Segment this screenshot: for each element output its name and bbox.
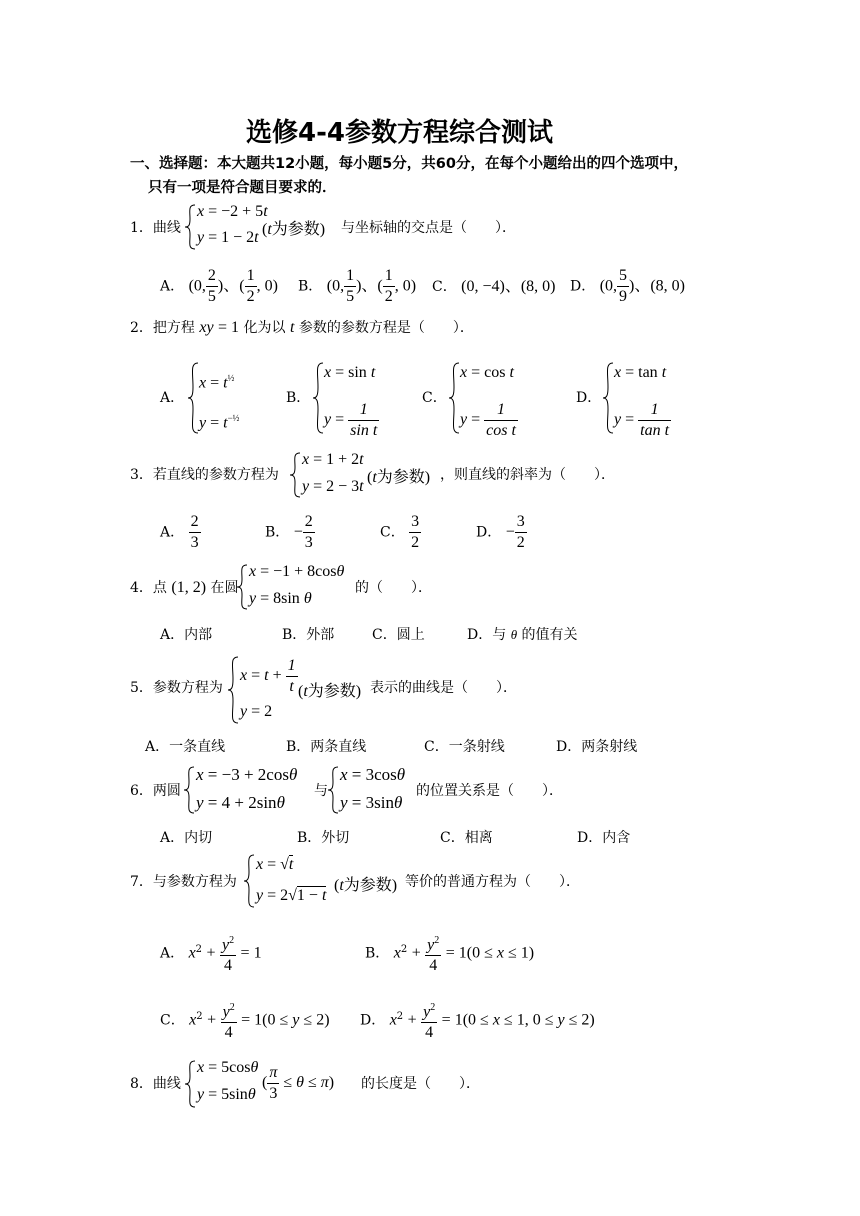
left-brace-icon <box>182 765 196 815</box>
section-header-line1: 一、选择题：本大题共12小题，每小题5分，共60分，在每个小题给出的四个选项中， <box>130 156 688 172</box>
left-brace-icon <box>447 361 461 435</box>
option-a[interactable]: A． (0, $\frac{2}{5}$ )、( $\frac{1}{2}$ , 0) <box>160 267 278 305</box>
param-note: (t为参数) <box>367 469 431 486</box>
left-brace-icon <box>183 1059 197 1109</box>
option-b[interactable]: B． <box>286 390 311 406</box>
option-d[interactable]: D． <box>576 390 602 406</box>
left-brace-icon <box>183 203 197 251</box>
left-brace-icon <box>242 853 256 909</box>
option-c[interactable]: C． $\frac{3}{2}$ <box>380 513 420 551</box>
question-number: 7．与参数方程为 <box>130 874 237 890</box>
equation-line: y = $\frac{1}{\text{cos t}}$ <box>460 401 516 439</box>
option-c[interactable]: C． (0, −4)、(8, 0) <box>432 278 556 295</box>
equation-line: x = 5cosθ <box>197 1059 259 1076</box>
question-suffix: 与坐标轴的交点是（ ）． <box>341 220 516 236</box>
equation-line: $x = t^{\frac{1}{2}}$ <box>199 373 235 392</box>
equation-line: y = 3sinθ <box>340 793 403 812</box>
left-brace-icon <box>311 361 325 435</box>
option-d[interactable]: D．与 θ 的值有关 <box>467 627 578 643</box>
option-a[interactable]: A． <box>160 390 185 406</box>
question-number: 1．曲线 <box>130 220 181 236</box>
option-b[interactable]: B． (0, $\frac{1}{5}$ )、( $\frac{1}{2}$ , 0) <box>298 267 417 305</box>
equation-line: y = 8sin θ <box>249 590 312 607</box>
page-title: 选修4-4参数方程综合测试 <box>246 118 553 148</box>
option-b[interactable]: B．两条直线 <box>286 739 367 755</box>
equation-line: x = cos t <box>460 364 514 381</box>
equation-line: x = sin t <box>324 364 376 381</box>
question-middle: 与 <box>314 783 328 799</box>
param-note: (t为参数) <box>334 877 398 894</box>
left-brace-icon <box>226 655 240 725</box>
equation-line: y = 2 − 3t <box>302 478 364 495</box>
option-b[interactable]: B．外部 <box>282 627 335 643</box>
option-a[interactable]: A．内部 <box>160 627 213 643</box>
param-range: ( $\frac{\pi}{3}$ ≤ θ ≤ π) <box>262 1064 335 1102</box>
equation-line: y = 1 − 2t <box>197 229 259 246</box>
question-number: 6．两圆 <box>130 783 181 799</box>
question-suffix: 的（ ）． <box>355 580 432 596</box>
equation-line: x = −1 + 8cosθ <box>249 563 345 580</box>
question-number: 4．点 (1, 2) 在圆 <box>130 579 239 596</box>
equation-line: $y = t^{-\frac{1}{2}}$ <box>199 413 240 432</box>
option-d[interactable]: D．两条射线 <box>556 739 638 755</box>
option-a[interactable]: A． $x^2$ + $\frac{y^2}{4}$ = 1 <box>160 930 262 976</box>
param-note: (t为参数) <box>262 221 326 238</box>
question-suffix: 的长度是（ ）． <box>361 1076 480 1092</box>
left-brace-icon <box>288 451 302 499</box>
left-brace-icon <box>326 765 340 815</box>
equation-line: x = tan t <box>614 364 667 381</box>
section-header-line2: 只有一项是符合题目要求的． <box>148 180 337 196</box>
equation-line: y = 4 + 2sinθ <box>196 793 285 812</box>
option-c[interactable]: C．相离 <box>440 830 493 846</box>
question-suffix: 的位置关系是（ ）． <box>416 783 563 799</box>
option-b[interactable]: B．外切 <box>297 830 350 846</box>
equation-line: y = 5sinθ <box>197 1086 256 1103</box>
equation-line: x = √t <box>256 856 294 873</box>
option-d[interactable]: D． $x^2$ + $\frac{y^2}{4}$ = 1(0 ≤ x ≤ 1, 0 ≤ y ≤ 2) <box>360 997 595 1043</box>
option-c[interactable]: C． <box>422 390 447 406</box>
option-a[interactable]: A． $\frac{2}{3}$ <box>160 513 199 551</box>
param-note: (t为参数) <box>298 683 362 700</box>
option-a[interactable]: A．一条直线 <box>145 739 226 755</box>
option-b[interactable]: B． $x^2$ + $\frac{y^2}{4}$ = 1(0 ≤ x ≤ 1) <box>365 930 534 976</box>
left-brace-icon <box>601 361 615 435</box>
option-a[interactable]: A．内切 <box>160 830 213 846</box>
equation-line: x = 1 + 2t <box>302 451 364 468</box>
equation-line: y = 2√1 − t <box>256 887 327 904</box>
question-number: 5．参数方程为 <box>130 680 223 696</box>
equation-line: y = 2 <box>240 703 273 720</box>
equation-line: x = −3 + 2cosθ <box>196 765 298 784</box>
option-b[interactable]: B． − $\frac{2}{3}$ <box>265 513 313 551</box>
option-d[interactable]: D． − $\frac{3}{2}$ <box>476 513 525 551</box>
question-suffix: 表示的曲线是（ ）． <box>370 680 517 696</box>
equation-line: x = 3cosθ <box>340 765 406 784</box>
question-number: 3．若直线的参数方程为 <box>130 467 279 483</box>
option-c[interactable]: C．圆上 <box>372 627 425 643</box>
equation-line: y = $\frac{1}{\text{tan t}}$ <box>614 401 670 439</box>
equation-line: y = $\frac{1}{\text{sin t}}$ <box>324 401 378 439</box>
left-brace-icon <box>186 361 200 435</box>
option-c[interactable]: C． $x^2$ + $\frac{y^2}{4}$ = 1(0 ≤ y ≤ 2) <box>160 997 330 1043</box>
question-suffix: 等价的普通方程为（ ）． <box>405 874 580 890</box>
left-brace-icon <box>235 563 249 611</box>
question-stem: 2．把方程 xy = 1 化为以 t 参数的参数方程是（ ）． <box>130 319 474 336</box>
option-d[interactable]: D．内含 <box>577 830 631 846</box>
equation-line: x = −2 + 5t <box>197 203 268 220</box>
option-c[interactable]: C．一条射线 <box>424 739 505 755</box>
option-d[interactable]: D． (0, $\frac{5}{9}$ )、(8, 0) <box>570 267 686 305</box>
question-suffix: ，则直线的斜率为（ ）． <box>440 467 615 483</box>
question-number: 8．曲线 <box>130 1076 181 1092</box>
equation-line: x = t + $\frac{1}{t}$ <box>240 657 296 695</box>
